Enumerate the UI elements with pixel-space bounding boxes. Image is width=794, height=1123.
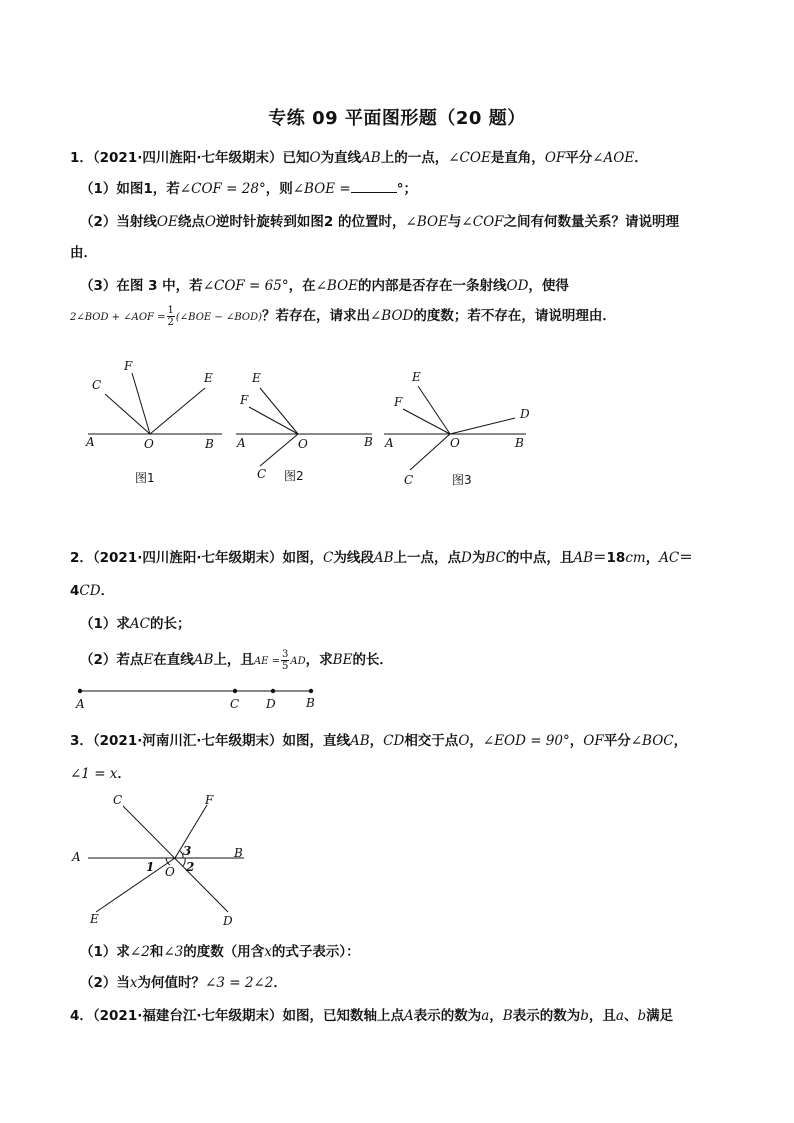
q1-part2: （2）当射线OE绕点O逆时针旋转到如图2 的位置时，∠BOE与∠COF之间有何数量关系？请说明理	[80, 214, 679, 230]
q3-label: C	[113, 793, 123, 807]
fig1-label: E	[204, 371, 213, 385]
fig2-label: O	[298, 437, 308, 451]
q2-point-a	[78, 689, 82, 693]
fig2-label: E	[252, 371, 261, 385]
fig1-label: O	[144, 437, 154, 451]
fig3-label: F	[394, 395, 403, 409]
fraction: $\frac{3}{5}$	[282, 648, 289, 672]
q3-label: 3	[183, 844, 192, 858]
fig3-ray-od	[450, 418, 515, 434]
q3-label: F	[205, 793, 214, 807]
fig2-label: A	[237, 436, 246, 450]
q2-label: D	[266, 697, 276, 711]
q2-label: A	[76, 697, 85, 711]
q2-part2: （2）若点E在直线AB上，且AE = $\frac{3}{5}$ AD，求BE的长．	[80, 648, 393, 672]
fig1-label: F	[124, 359, 133, 373]
fig2-label: F	[240, 393, 249, 407]
q3-statement: 3．（2021·河南川汇·七年级期末）如图，直线AB，CD相交于点O，∠EOD = 90°，OF平分∠BOC，	[70, 733, 688, 749]
fig3-ray-of	[403, 409, 450, 434]
q2-label: B	[306, 696, 315, 710]
fraction: $\frac{1}{2}$	[167, 304, 174, 328]
q3-part2: （2）当x为何值时？∠3 = 2∠2．	[80, 975, 287, 991]
q2-point-c	[233, 689, 237, 693]
fig1-label: B	[205, 437, 214, 451]
fig2-label: C	[257, 467, 267, 481]
fig1-ray-oe	[150, 388, 205, 434]
q3-line-cd	[123, 806, 228, 912]
q3-angle-2-arc	[183, 858, 185, 866]
q1-statement: 1．（2021·四川旌阳·七年级期末）已知O为直线AB上的一点，∠COE是直角，OF平分∠AOE．	[70, 150, 648, 166]
q1-part3: （3）在图 3 中，若∠COF = 65°，在∠BOE的内部是否存在一条射线OD，使得	[80, 278, 569, 294]
fig2-caption: 图2	[284, 469, 304, 483]
q1-part1: （1）如图1，若∠COF = 28°，则∠BOE = °；	[80, 181, 417, 197]
fig1-label: C	[92, 378, 102, 392]
fig3-ray-oe	[418, 386, 450, 434]
fig2-ray-oe	[260, 388, 298, 434]
fig3-label: D	[520, 407, 530, 421]
fig1-label: A	[86, 435, 95, 449]
page-title: 专练 09 平面图形题（20 题）	[268, 108, 526, 129]
q4-statement: 4．（2021·福建台江·七年级期末）如图，已知数轴上点A表示的数为a，B表示的数为b，且a、b满足	[70, 1008, 674, 1024]
fig3-label: E	[412, 370, 421, 384]
fig3-label: B	[515, 436, 524, 450]
q2-statement-cont: 4CD．	[70, 583, 115, 599]
fig1-ray-of	[132, 373, 150, 434]
q3-label: E	[90, 912, 99, 926]
q2-point-b	[309, 689, 313, 693]
q1-part2-cont: 由．	[70, 245, 97, 261]
fig3-label: C	[404, 473, 414, 487]
fig3-label: O	[450, 436, 460, 450]
q3-label: D	[223, 914, 233, 928]
fig2-label: B	[364, 435, 373, 449]
fig2-ray-of	[249, 407, 298, 434]
q3-label: 1	[146, 860, 155, 874]
fig1-caption: 图1	[135, 471, 155, 485]
fig2-ray-oc	[260, 434, 298, 466]
q3-statement-cont: ∠1 = x．	[70, 766, 131, 782]
q2-part1: （1）求AC的长；	[80, 616, 191, 632]
q3-label: A	[72, 850, 81, 864]
q3-ray-oe	[96, 858, 175, 912]
fig3-ray-oc	[410, 434, 450, 470]
q2-point-d	[271, 689, 275, 693]
q1-part3-equation: 2∠BOD + ∠AOF = $\frac{1}{2}$ (∠BOE − ∠BOD)？若存在，请求出∠BOD的度数；若不存在，请说明理由．	[70, 304, 616, 328]
q3-label: O	[165, 865, 175, 879]
fig1-ray-oc	[105, 394, 150, 434]
fig3-caption: 图3	[452, 473, 472, 487]
q2-statement: 2．（2021·四川旌阳·七年级期末）如图，C为线段AB上一点，点D为BC的中点，且AB＝18cm，AC＝	[70, 550, 693, 566]
q3-part1: （1）求∠2和∠3的度数（用含x的式子表示）：	[80, 944, 360, 960]
q3-label: B	[234, 846, 243, 860]
q2-label: C	[230, 697, 240, 711]
q3-label: 2	[186, 860, 195, 874]
fig3-label: A	[385, 436, 394, 450]
